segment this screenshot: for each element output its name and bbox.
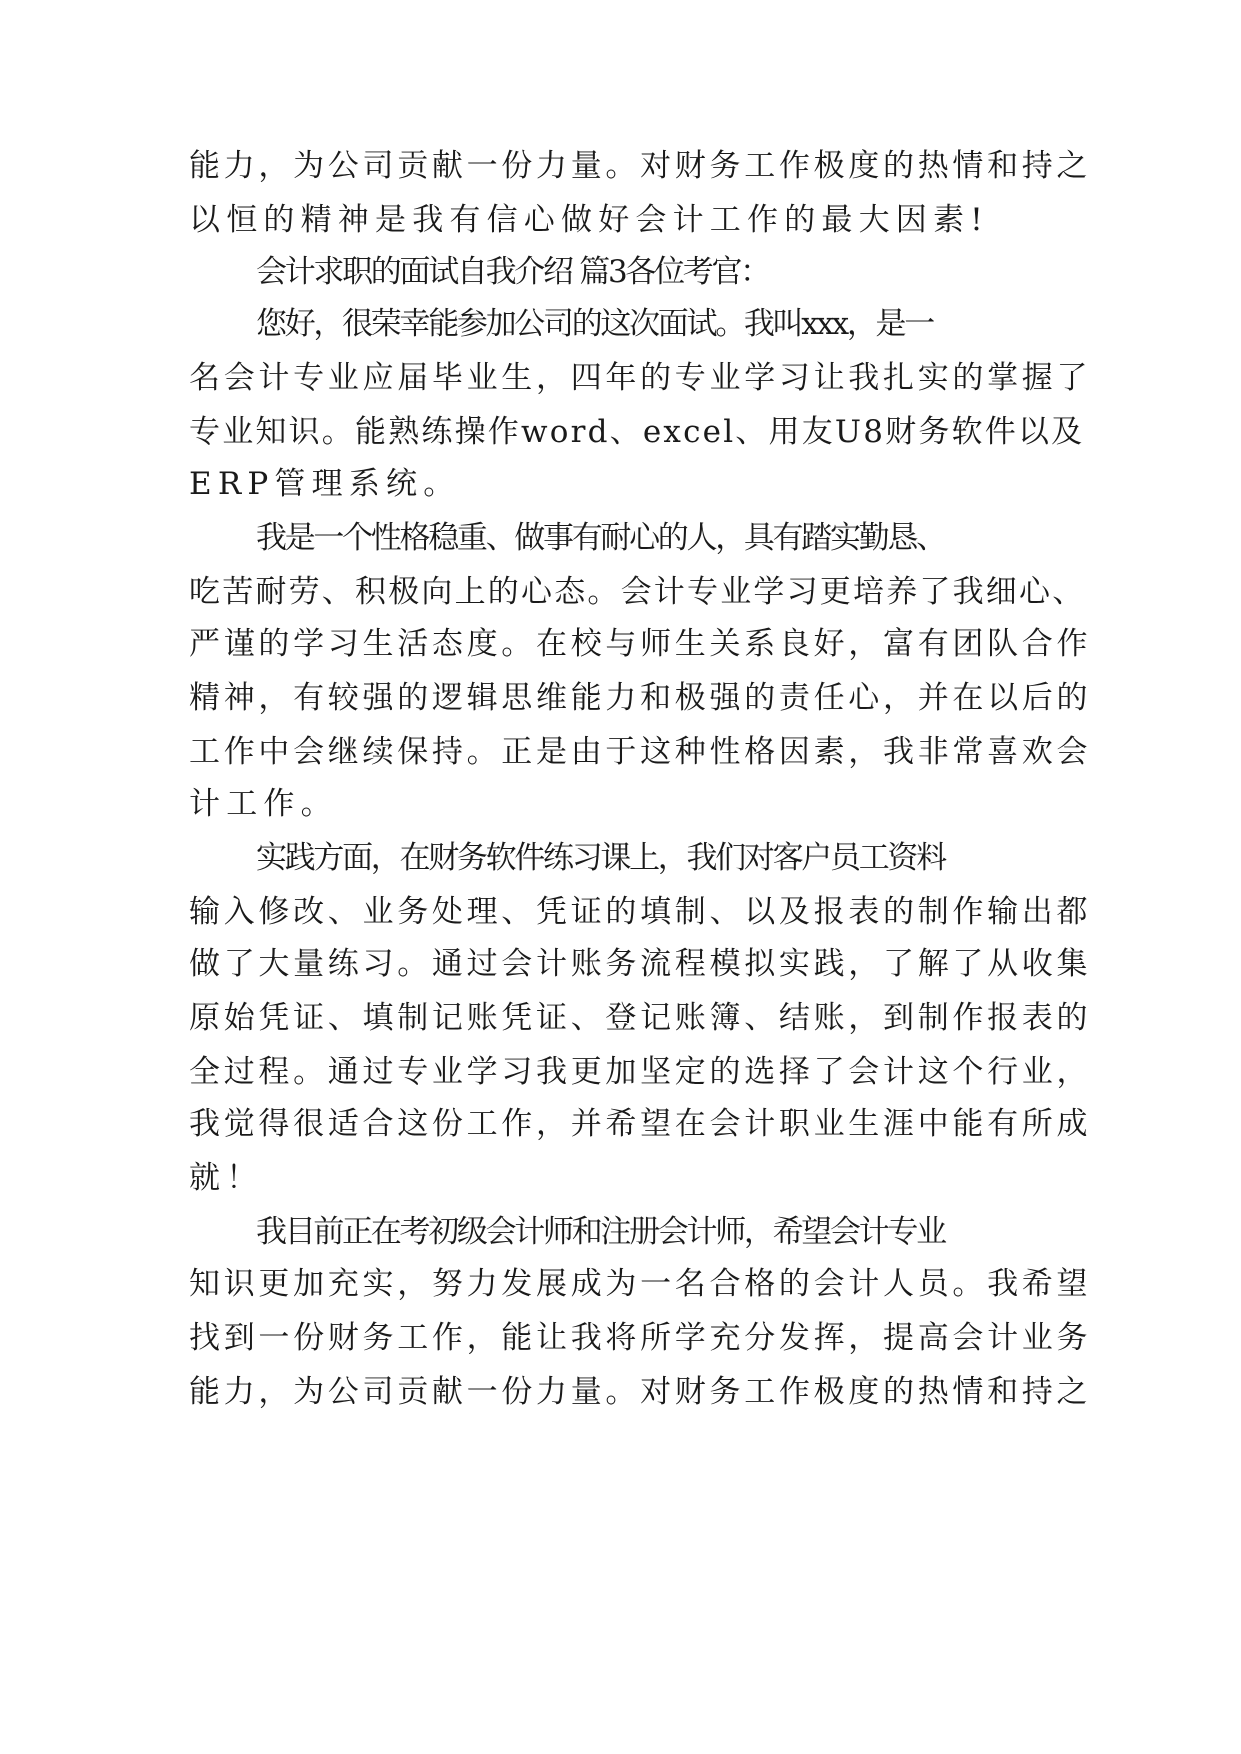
section-heading: 会计求职的面试自我介绍 篇3各位考官： — [256, 254, 769, 290]
text-line: 计工作。 — [189, 786, 338, 822]
text-line: 名会计专业应届毕业生，四年的专业学习让我扎实的掌握了 — [189, 360, 1092, 396]
text-line: 严谨的学习生活态度。在校与师生关系良好，富有团队合作 — [189, 626, 1092, 662]
text-line: 我目前正在考初级会计师和注册会计师，希望会计专业 — [256, 1214, 945, 1250]
text-line: 工作中会继续保持。正是由于这种性格因素，我非常喜欢会 — [189, 734, 1092, 770]
text-line: 我觉得很适合这份工作，并希望在会计职业生涯中能有所成 — [189, 1106, 1092, 1142]
text-line: ERP管理系统。 — [189, 466, 461, 502]
text-line: 专业知识。能熟练操作word、excel、用友U8财务软件以及 — [189, 414, 1085, 450]
text-line: 您好，很荣幸能参加公司的这次面试。我叫xxx，是一 — [256, 306, 933, 342]
text-line: 能力，为公司贡献一份力量。对财务工作极度的热情和持之 — [189, 148, 1092, 184]
text-line: 做了大量练习。通过会计账务流程模拟实践，了解了从收集 — [189, 946, 1092, 982]
text-line: 知识更加充实，努力发展成为一名合格的会计人员。我希望 — [189, 1266, 1092, 1302]
text-line: 吃苦耐劳、积极向上的心态。会计专业学习更培养了我细心、 — [189, 574, 1086, 610]
text-line: 以恒的精神是我有信心做好会计工作的最大因素! — [189, 202, 989, 238]
text-line: 就！ — [189, 1160, 264, 1196]
text-line: 实践方面，在财务软件练习课上，我们对客户员工资料 — [256, 840, 945, 876]
text-line: 全过程。通过专业学习我更加坚定的选择了会计这个行业， — [189, 1054, 1092, 1090]
text-line: 精神，有较强的逻辑思维能力和极强的责任心，并在以后的 — [189, 680, 1092, 716]
text-line: 能力，为公司贡献一份力量。对财务工作极度的热情和持之 — [189, 1374, 1092, 1410]
text-line: 原始凭证、填制记账凭证、登记账簿、结账，到制作报表的 — [189, 1000, 1092, 1036]
text-line: 我是一个性格稳重、做事有耐心的人，具有踏实勤恳、 — [256, 520, 945, 556]
text-line: 输入修改、业务处理、凭证的填制、以及报表的制作输出都 — [189, 894, 1092, 930]
text-line: 找到一份财务工作，能让我将所学充分发挥，提高会计业务 — [189, 1320, 1092, 1356]
